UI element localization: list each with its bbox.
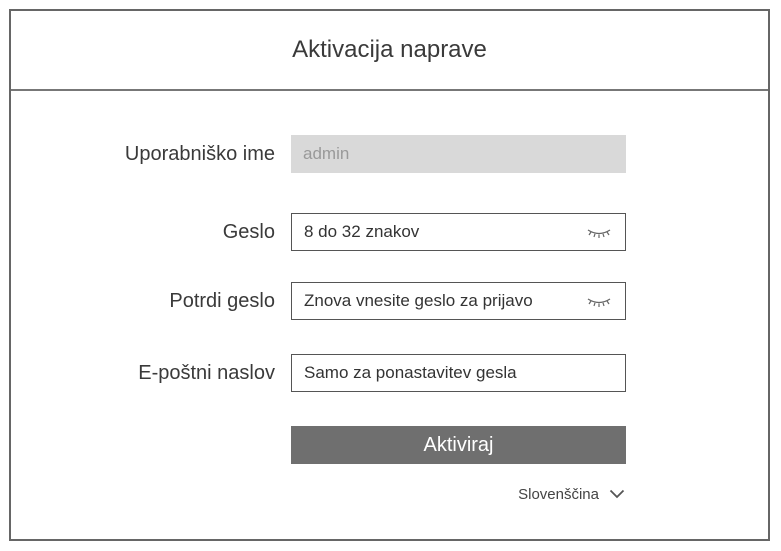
- confirm-password-placeholder: Znova vnesite geslo za prijavo: [304, 291, 533, 310]
- language-selector[interactable]: [518, 483, 625, 505]
- activation-dialog: [9, 9, 770, 541]
- confirm-password-field[interactable]: [291, 282, 626, 320]
- confirm-password-label: Potrdi geslo: [169, 290, 275, 312]
- activate-button[interactable]: Aktiviraj: [291, 426, 626, 464]
- username-field: [291, 135, 626, 173]
- password-row: [11, 213, 768, 251]
- confirm-password-row: [11, 282, 768, 320]
- language-label: Slovenščina: [518, 485, 599, 503]
- email-row: [11, 354, 768, 392]
- chevron-down-icon: [609, 489, 625, 499]
- password-placeholder: 8 do 32 znakov: [304, 222, 420, 241]
- dialog-title: Aktivacija naprave: [292, 36, 487, 63]
- email-field[interactable]: [291, 354, 626, 392]
- eye-closed-icon[interactable]: [585, 294, 613, 308]
- email-placeholder: Samo za ponastavitev gesla: [304, 363, 517, 382]
- dialog-header: [11, 11, 768, 91]
- eye-closed-icon[interactable]: [585, 225, 613, 239]
- username-row: [11, 135, 768, 173]
- password-label: Geslo: [222, 221, 275, 243]
- username-value: admin: [303, 144, 350, 163]
- username-label: Uporabniško ime: [124, 143, 275, 165]
- email-label: E-poštni naslov: [138, 362, 275, 384]
- password-field[interactable]: [291, 213, 626, 251]
